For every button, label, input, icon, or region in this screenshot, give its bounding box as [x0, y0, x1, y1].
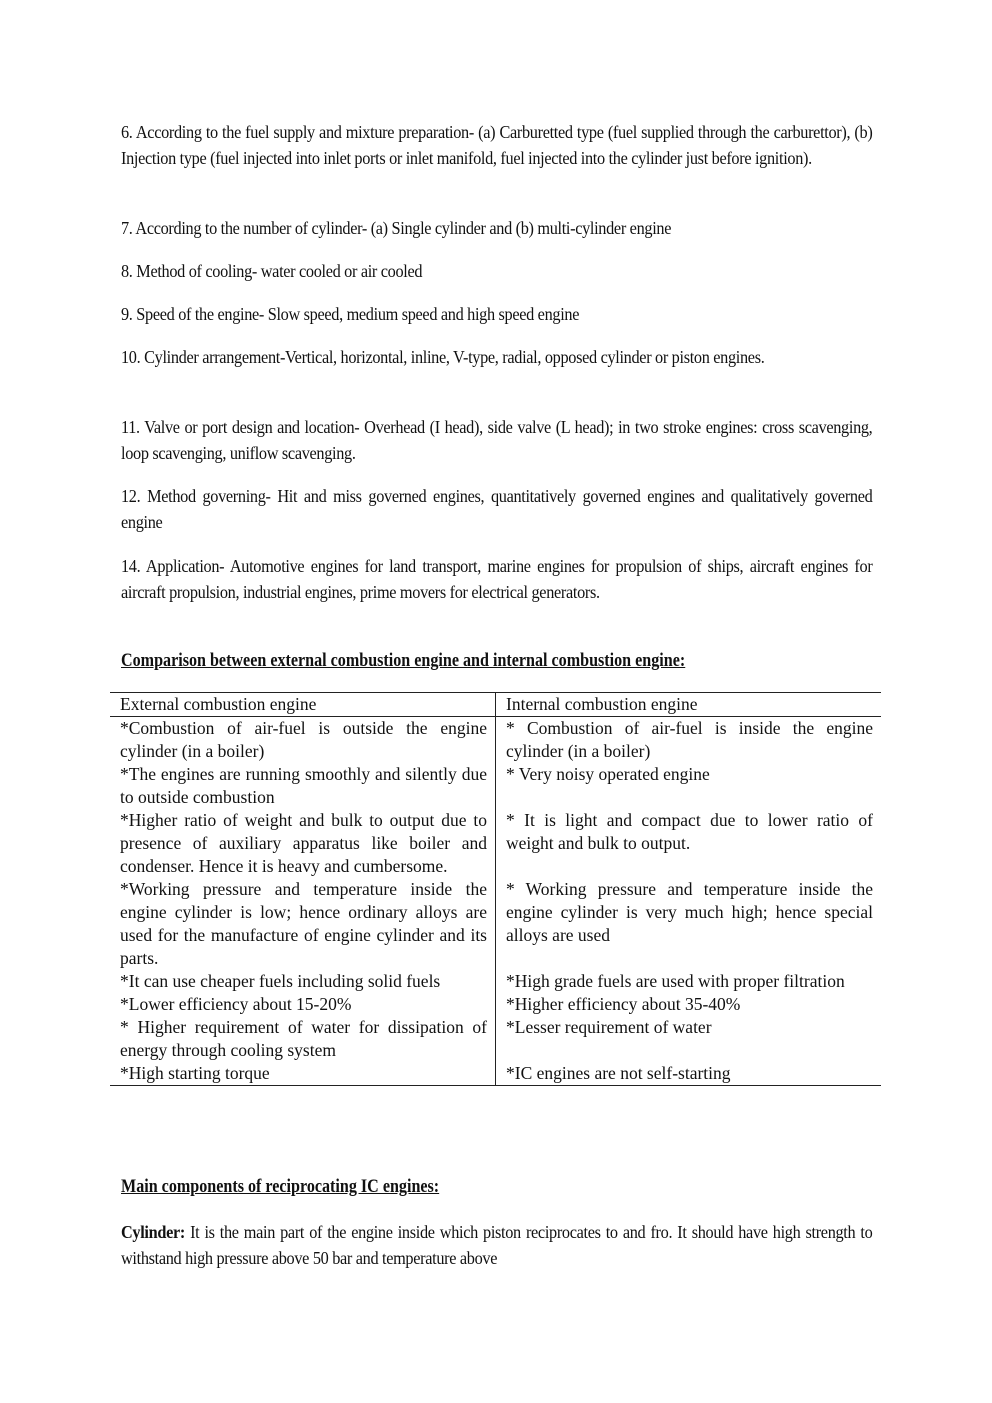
- table-header-row: [110, 693, 881, 717]
- table-row: [110, 993, 881, 1016]
- table-cell: *It can use cheaper fuels including solid fuels: [110, 970, 496, 993]
- comparison-table: [110, 692, 881, 1086]
- paragraph-cylinder-arrangement: 10. Cylinder arrangement-Vertical, horizontal, inline, V-type, radial, opposed cylinder or piston engines.: [121, 347, 765, 367]
- table-cell: * Higher requirement of water for dissipation of energy through cooling system: [110, 1016, 496, 1062]
- paragraph-cylinder: [121, 1219, 872, 1271]
- table-cell: *Combustion of air-fuel is outside the engine cylinder (in a boiler): [110, 717, 496, 764]
- cylinder-description: It is the main part of the engine inside which piston reciprocates to and fro. It should have high strength to withstand high pressure above 50 bar and temperature above: [121, 1222, 873, 1268]
- paragraph-valve-port-design: 11. Valve or port design and location- Overhead (I head), side valve (L head); in two stroke engines: cross scavenging, loop scavenging, uniflow scavenging.: [121, 417, 873, 463]
- table-row: [110, 1016, 881, 1062]
- paragraph-method-of-cooling: 8. Method of cooling- water cooled or air cooled: [121, 261, 423, 281]
- table-cell: *Working pressure and temperature inside the engine cylinder is low; hence ordinary alloys are used for the manufacture of engine cylinder and its parts.: [110, 878, 496, 970]
- table-cell: * Very noisy operated engine: [506, 764, 710, 784]
- table-cell: *Lesser requirement of water: [506, 1017, 712, 1037]
- table-row: [110, 763, 881, 809]
- table-cell: *Higher ratio of weight and bulk to output due to presence of auxiliary apparatus like boiler and condenser. Hence it is heavy and cumbersome.: [110, 809, 496, 878]
- paragraph-number-of-cylinder: 7. According to the number of cylinder- (a) Single cylinder and (b) multi-cylinder engine: [121, 218, 672, 238]
- table-cell: *High grade fuels are used with proper filtration: [506, 971, 845, 991]
- paragraph-application: 14. Application- Automotive engines for land transport, marine engines for propulsion of ships, aircraft engines for aircraft propulsion, industrial engines, prime movers for electrical generators.: [121, 556, 873, 602]
- table-cell: *IC engines are not self-starting: [496, 1062, 882, 1086]
- paragraph-engine-speed: 9. Speed of the engine- Slow speed, medium speed and high speed engine: [121, 304, 580, 324]
- table-cell: * Combustion of air-fuel is inside the engine cylinder (in a boiler): [506, 718, 873, 761]
- components-heading: Main components of reciprocating IC engines:: [121, 1177, 440, 1197]
- table-row: [110, 1062, 881, 1086]
- table-row: [110, 809, 881, 878]
- paragraph-fuel-supply: 6. According to the fuel supply and mixture preparation- (a) Carburetted type (fuel supplied through the carburettor), (b) Injection type (fuel injected into inlet ports or inlet manifold, fuel injected into the cylinder just before ignition).: [121, 122, 873, 168]
- table-cell: *Higher efficiency about 35-40%: [506, 994, 741, 1014]
- table-cell: *High starting torque: [110, 1062, 496, 1086]
- column-header-internal: Internal combustion engine: [496, 693, 882, 717]
- table-cell: * Working pressure and temperature inside the engine cylinder is very much high; hence special alloys are used: [506, 879, 873, 945]
- table-row: [110, 970, 881, 993]
- comparison-heading: Comparison between external combustion engine and internal combustion engine:: [121, 651, 686, 671]
- table-row: [110, 878, 881, 970]
- table-row: [110, 717, 881, 764]
- table-cell: *Lower efficiency about 15-20%: [110, 993, 496, 1016]
- cylinder-term: Cylinder:: [121, 1222, 185, 1242]
- column-header-external: External combustion engine: [110, 693, 496, 717]
- table-cell: * It is light and compact due to lower ratio of weight and bulk to output.: [506, 810, 873, 853]
- paragraph-method-governing: 12. Method governing- Hit and miss governed engines, quantitatively governed engines and qualitatively governed engine: [121, 486, 873, 532]
- table-cell: *The engines are running smoothly and silently due to outside combustion: [110, 763, 496, 809]
